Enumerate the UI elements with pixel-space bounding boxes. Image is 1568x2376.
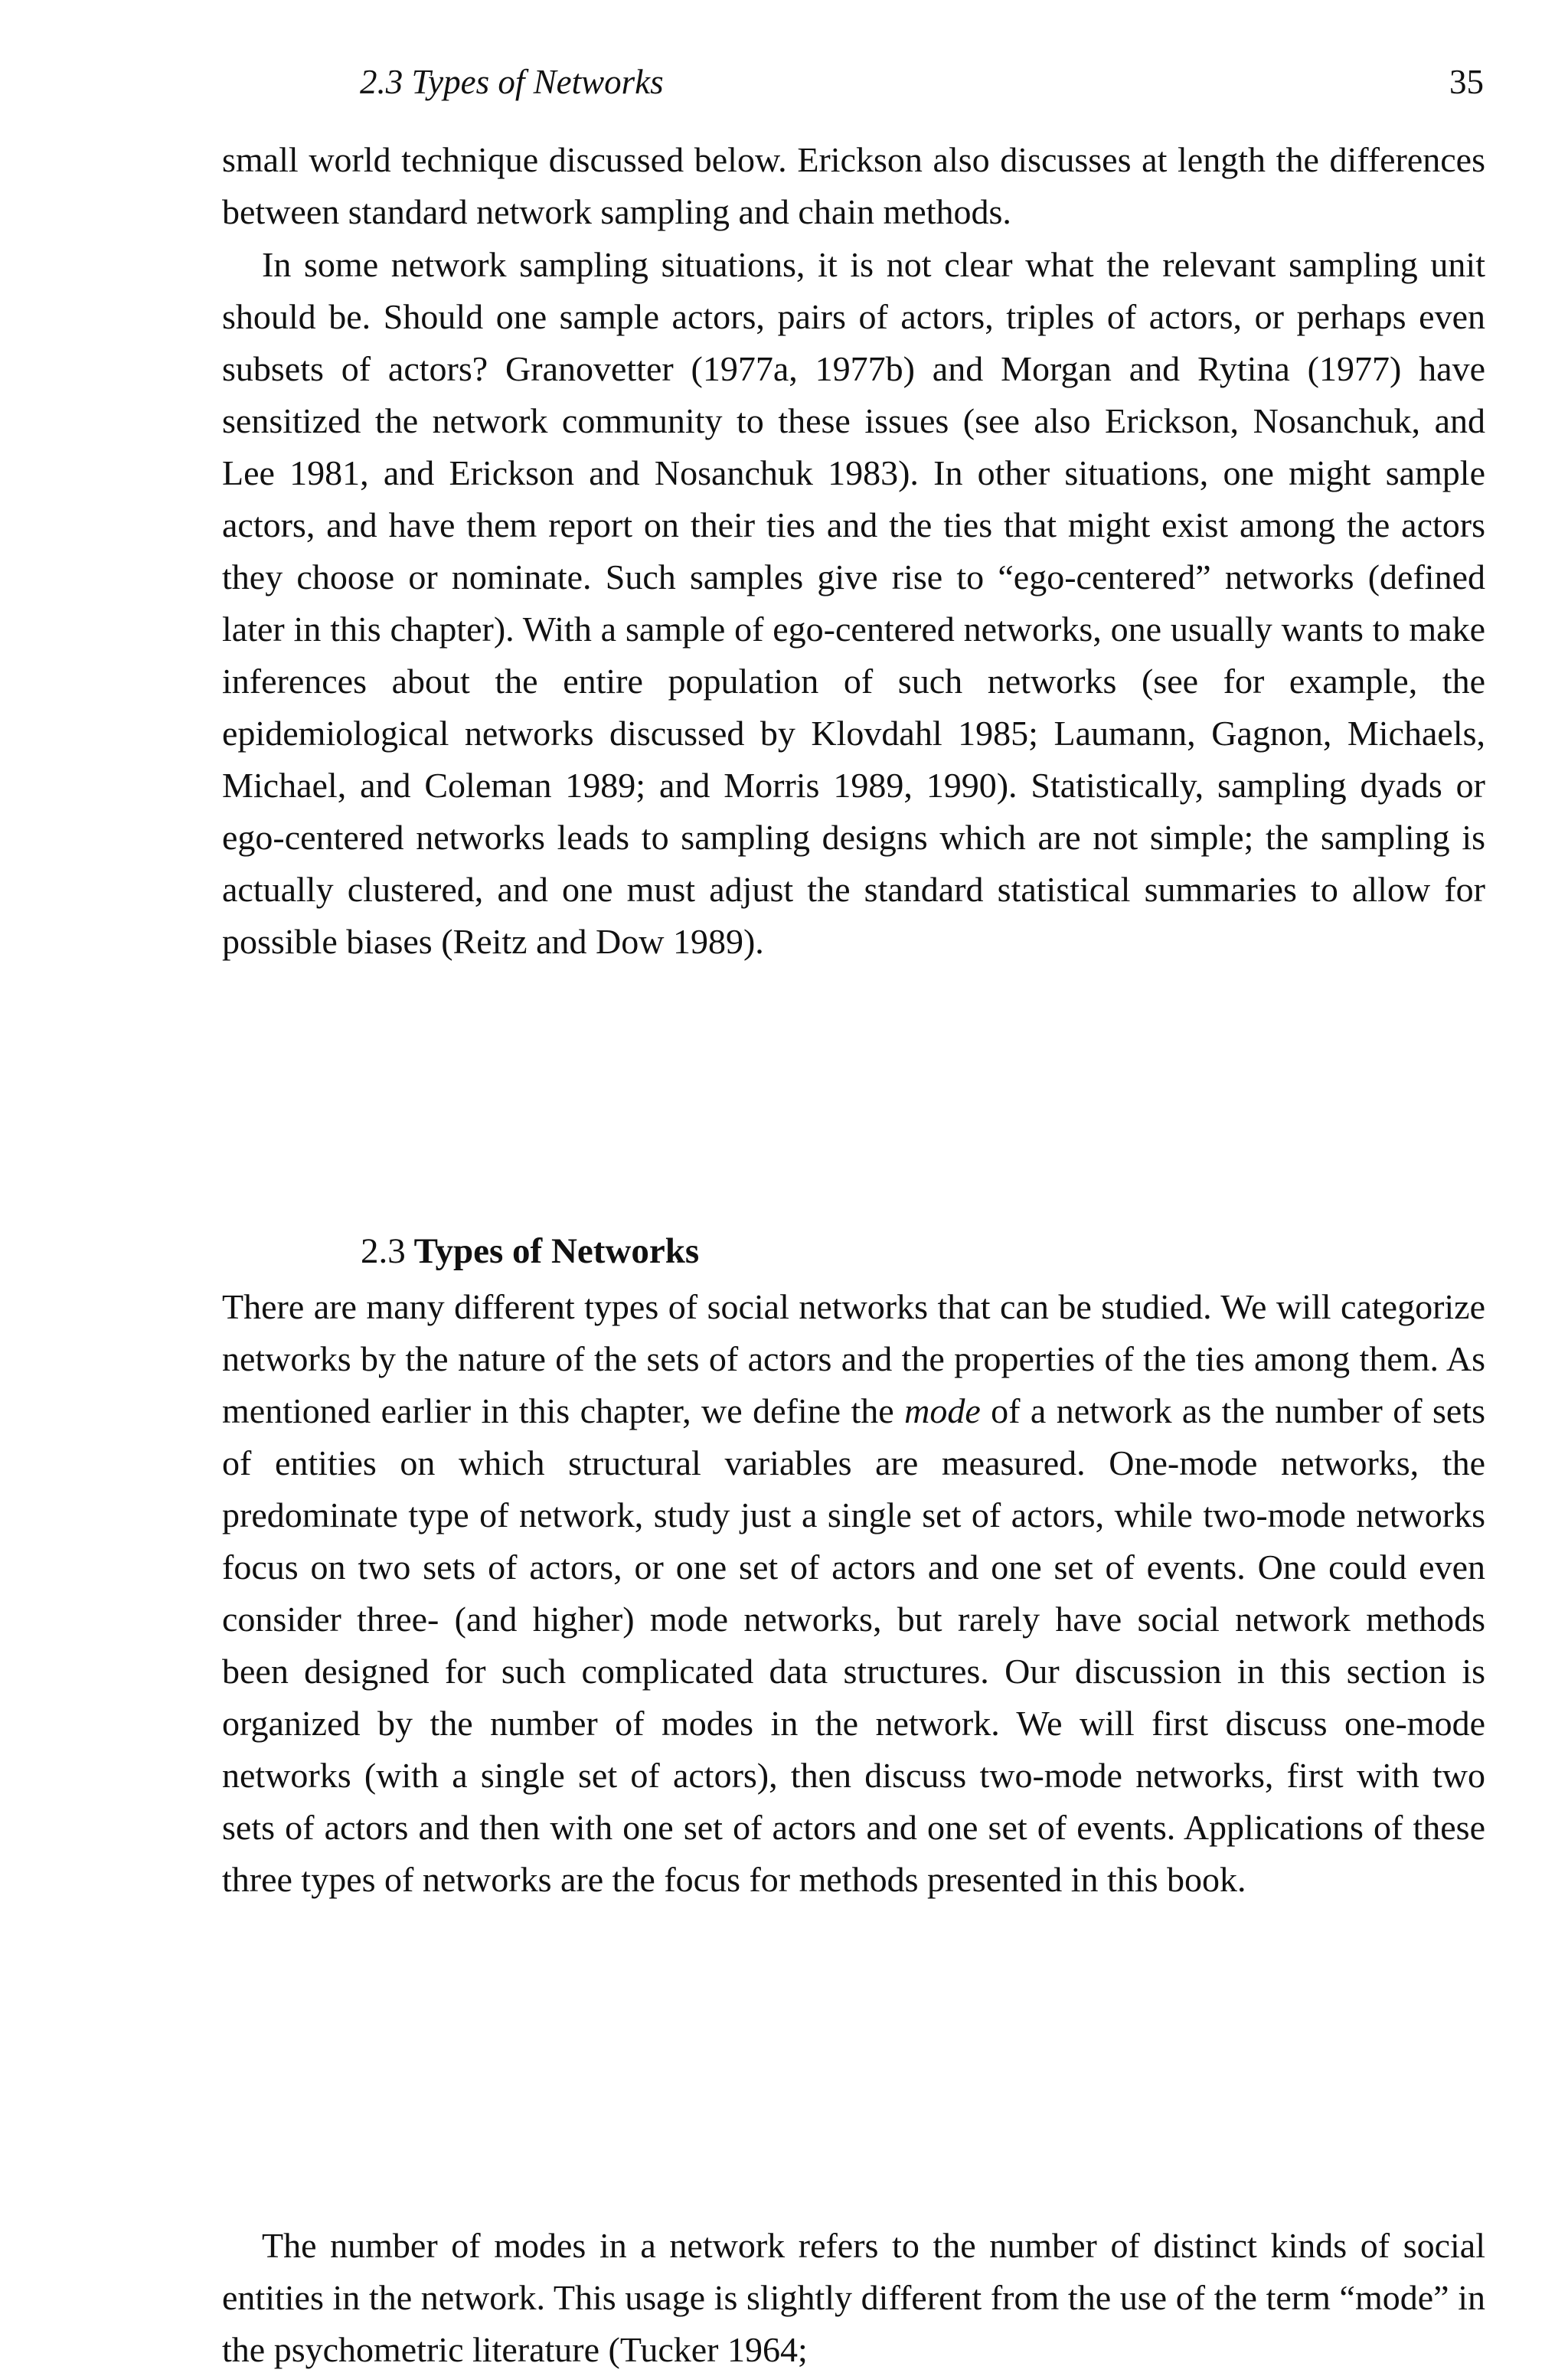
network-types-text-after-mode: of a network as the number of sets of entities on which structural variables are measured. One-mode networks, the predominate type of network, study just a single set of actors, while two-mode networks focus on two sets of actors, or one set of actors and one set of events. One could even consider three- (and higher) mode networks, but rarely have social network methods been designed for such complicated data structures. Our discussion in this section is organized by the number of modes in the network. We will first discuss one-mode networks (with a single set of actors), then discuss two-mode networks, first with two sets of actors and then with one set of actors and one set of events. Applications of these three types of networks are the focus for methods presented in this book. <box>222 1391 1485 1899</box>
paragraph-mode-definition: The number of modes in a network refers to the number of distinct kinds of social entities in the network. This usage is slightly different from the use of the term “mode” in the psychometric literature (Tucker 1964; <box>222 2226 1485 2369</box>
mode-term: mode <box>904 1391 981 1430</box>
paragraph-sampling-units: In some network sampling situations, it is not clear what the relevant sampling unit should be. Should one sample actors, pairs of actors, triples of actors, or perhaps even subsets of actors? Granovetter (1977a, 1977b) and Morgan and Rytina (1977) have sensitized the network community to these issues (see also Erickson, Nosanchuk, and Lee 1981, and Erickson and Nosanchuk 1983). In other situations, one might sample actors, and have them report on their ties and the ties that might exist among the actors they choose or nominate. Such samples give rise to “ego-centered” networks (defined later in this chapter). With a sample of ego-centered networks, one usually wants to make inferences about the entire population of such networks (see for example, the epidemiological networks discussed by Klovdahl 1985; Laumann, Gagnon, Michaels, Michael, and Coleman 1989; and Morris 1989, 1990). Statistically, sampling dyads or ego-centered networks leads to sampling designs which are not simple; the sampling is actually clustered, and one must adjust the standard statistical summaries to allow for possible biases (Reitz and Dow 1989). <box>222 245 1485 961</box>
section-number: 2.3 <box>361 1231 406 1271</box>
paragraph-continuation: small world technique discussed below. Erickson also discusses at length the differences between standard network sampling and chain methods. <box>222 140 1485 231</box>
network-types-text-before-mode: There are many different types of social networks that can be studied. We will categorize networks by the nature of the sets of actors and the properties of the ties among them. As mentioned earlier in this chapter, we define the <box>222 1287 1485 1430</box>
running-title: 2.3 Types of Networks <box>360 63 664 101</box>
page-number: 35 <box>1449 63 1484 101</box>
section-title: Types of Networks <box>413 1231 700 1271</box>
section-heading <box>361 1225 699 1277</box>
paragraph-network-types <box>222 1281 1485 1906</box>
running-header <box>222 55 1484 109</box>
